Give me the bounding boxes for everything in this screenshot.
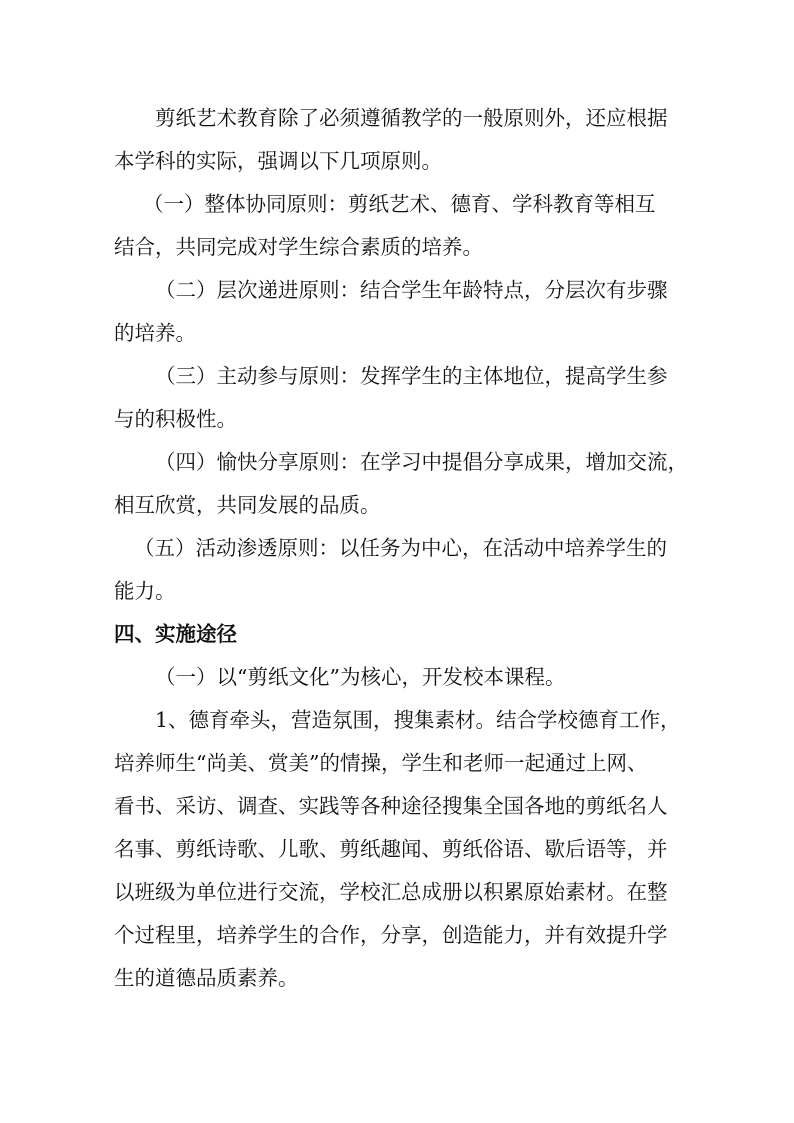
principle-1-line-2: 结合，共同完成对学生综合素质的培养。 — [114, 235, 483, 259]
item-1-line-6: 个过程里，培养学生的合作，分享，创造能力，并有效提升学 — [114, 923, 668, 947]
item-1-line-4: 名事、剪纸诗歌、儿歌、剪纸趣闻、剪纸俗语、歇后语等，并 — [114, 837, 668, 861]
principle-2-line-1: （二）层次递进原则：结合学生年龄特点，分层次有步骤 — [155, 278, 668, 302]
item-1-line-1: 1、德育牵头，营造氛围，搜集素材。结合学校德育工作， — [155, 708, 681, 732]
principle-4-line-1: （四）愉快分享原则：在学习中提倡分享成果，增加交流， — [155, 450, 688, 474]
paragraph-intro-line-1: 剪纸艺术教育除了必须遵循教学的一般原则外，还应根据 — [155, 106, 668, 130]
item-1-line-3: 看书、采访、调查、实践等各种途径搜集全国各地的剪纸名人 — [114, 794, 668, 818]
paragraph-intro-line-2: 本学科的实际，强调以下几项原则。 — [114, 149, 442, 173]
principle-5-line-2: 能力。 — [114, 579, 176, 603]
principle-5-line-1: （五）活动渗透原则：以任务为中心，在活动中培养学生的 — [134, 536, 667, 560]
principle-1-line-1: （一）整体协同原则：剪纸艺术、德育、学科教育等相互 — [143, 192, 656, 216]
item-1-line-2: 培养师生“尚美、赏美”的情操，学生和老师一起通过上网、 — [114, 751, 648, 775]
principle-4-line-2: 相互欣赏，共同发展的品质。 — [114, 493, 381, 517]
principle-3-line-1: （三）主动参与原则：发挥学生的主体地位，提高学生参 — [155, 364, 668, 388]
item-1-line-7: 生的道德品质素养。 — [114, 966, 299, 990]
item-1-line-5: 以班级为单位进行交流，学校汇总成册以积累原始素材。在整 — [114, 880, 668, 904]
subsection-title: （一）以“剪纸文化”为核心，开发校本课程。 — [155, 665, 566, 689]
principle-2-line-2: 的培养。 — [114, 321, 196, 345]
section-heading: 四、实施途径 — [114, 622, 237, 646]
principle-3-line-2: 与的积极性。 — [114, 407, 237, 431]
